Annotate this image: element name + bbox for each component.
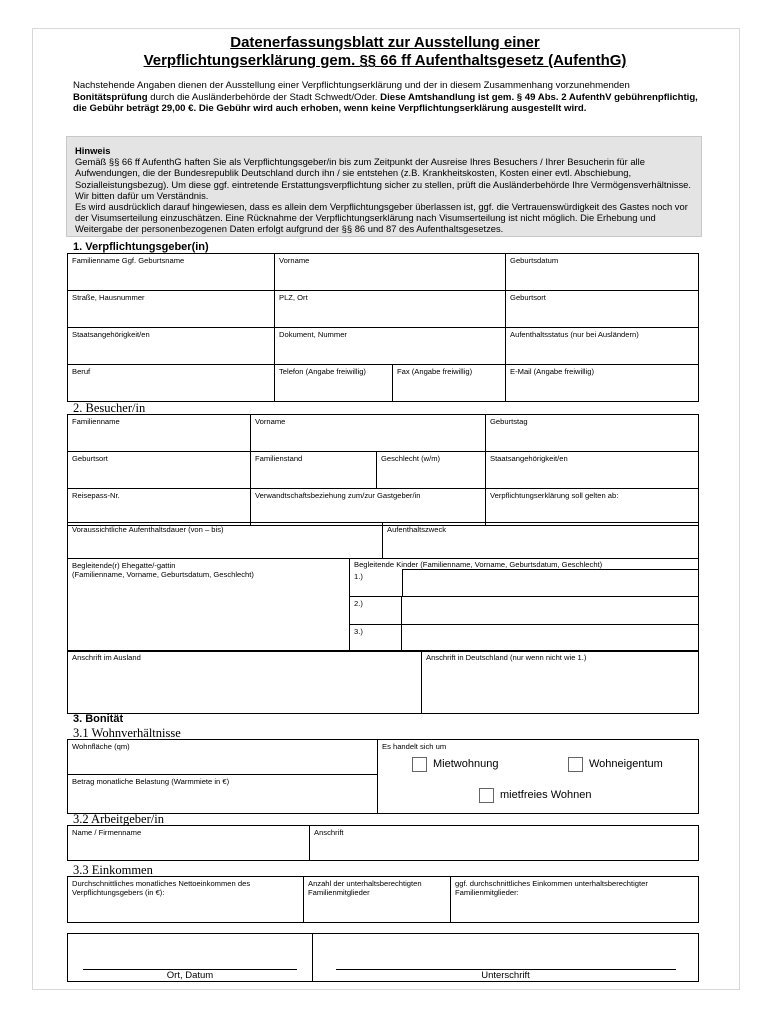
option-free-label: mietfreies Wohnen [500,789,592,801]
section-3-3-heading: 3.3 Einkommen [73,863,153,877]
intro-bold-1: Bonitätsprüfung [73,91,148,103]
field-visitor-marital[interactable]: Familienstand [251,452,377,489]
option-own[interactable] [568,757,663,772]
hint-paragraph-2: Es wird ausdrücklich darauf hingewiesen, dass es allein dem Verpflichtungsgeber überlassen ist, ggf. die Vertrauenswürdigkeit des Gastes noch vor der Visumserteilung einzuschätzen. Eine Rücknahme der Verpflichtungserklärung nach Visumserteilung ist nicht möglich. Die Erhebung und Weitergabe der personenbezogenen Daten erfolgt aufgrund der §§ 86 und 87 des Aufenthaltsgesetzes. [75,201,688,235]
child-3-label: 3.) [350,624,402,651]
hint-paragraph-1: Gemäß §§ 66 ff AufenthG haften Sie als Verpflichtungsgeber/in bis zum Zeitpunkt der Ausreise Ihres Besuchers / Ihrer Besucherin für alle Aufwendungen, die der Bundesrepublik Deutschland durch ihn / sie entstehen (z.B. Krankheitskosten, Kosten einer evtl. Abschiebung, Sozialleistungsbezug). Um diese ggf. eintretende Erstattungsverpflichtung sicher zu stellen, prüft die Ausländerbehörde Ihre Vermögensverhältnisse. Wir bitten dafür um Verständnis. [75,156,691,201]
field-monthly-rent[interactable]: Betrag monatliche Belastung (Warmmiete in €) [68,775,378,814]
spouse-sub-label: (Familienname, Vorname, Geburtsdatum, Geschlecht) [72,570,254,579]
section-2-table-b [67,522,699,559]
signature-table [67,933,699,982]
field-child-3[interactable] [402,624,699,651]
section-3-1-table [67,739,699,814]
field-sponsor-first-name[interactable]: Vorname [275,254,506,291]
field-stay-duration[interactable]: Voraussichtliche Aufenthaltsdauer (von – bis) [68,523,383,559]
housing-type-label: Es handelt sich um [382,742,447,751]
field-sponsor-email[interactable]: E-Mail (Angabe freiwillig) [506,365,699,402]
spouse-label: Begleitende(r) Ehegatte/-gattin [72,561,176,570]
section-3-3-table [67,876,699,923]
field-sponsor-fax[interactable]: Fax (Angabe freiwillig) [393,365,506,402]
field-sponsor-residence-status[interactable]: Aufenthaltsstatus (nur bei Ausländern) [506,328,699,365]
field-place-date[interactable] [68,934,313,982]
field-visitor-gender[interactable]: Geschlecht (w/m) [377,452,486,489]
field-visitor-first-name[interactable]: Vorname [251,415,486,452]
children-header-cell [350,559,699,597]
field-sponsor-document[interactable]: Dokument, Nummer [275,328,506,365]
field-child-1[interactable] [402,570,698,596]
section-1-table [67,253,699,402]
section-3-heading: 3. Bonität [73,713,124,725]
option-own-label: Wohneigentum [589,758,663,770]
field-visitor-passport[interactable]: Reisepass-Nr. [68,489,251,526]
hint-heading: Hinweis [75,145,111,156]
field-sponsor-phone[interactable]: Telefon (Angabe freiwillig) [275,365,393,402]
option-rent-label: Mietwohnung [433,758,499,770]
field-sponsor-street[interactable]: Straße, Hausnummer [68,291,275,328]
section-2-table [67,414,699,526]
section-3-2-heading: 3.2 Arbeitgeber/in [73,812,164,826]
intro-text-1: Nachstehende Angaben dienen der Ausstellung einer Verpflichtungserklärung und der in diesem Zusammenhang vorzunehmenden [73,80,630,91]
field-visitor-nationality[interactable]: Staatsangehörigkeit/en [486,452,699,489]
field-sponsor-birth-date[interactable]: Geburtsdatum [506,254,699,291]
section-3-1-heading: 3.1 Wohnverhältnisse [73,726,181,740]
field-sponsor-birth-place[interactable]: Geburtsort [506,291,699,328]
option-rent[interactable] [412,757,498,772]
field-child-2[interactable] [402,596,699,624]
section-1-heading: 1. Verpflichtungsgeber(in) [73,241,209,253]
field-visitor-relation[interactable]: Verwandtschaftsbeziehung zum/zur Gastgeber/in [251,489,486,526]
field-address-germany[interactable]: Anschrift in Deutschland (nur wenn nicht wie 1.) [422,651,699,714]
field-sponsor-nationality[interactable]: Staatsangehörigkeit/en [68,328,275,365]
intro-bold-2: Diese Amtshandlung ist gem. § 49 Abs. 2 AufenthV gebührenpflichtig, die Gebühr beträgt 29,00 €. Die Gebühr wird auch erhoben, wenn keine Verpflichtungserklärung ausgestellt wird. [73,91,698,114]
housing-type-cell [378,740,699,814]
field-visitor-birth-place[interactable]: Geburtsort [68,452,251,489]
field-address-abroad[interactable]: Anschrift im Ausland [68,651,422,714]
checkbox-rent[interactable] [412,757,427,772]
field-net-income[interactable]: Durchschnittliches monatliches Nettoeinkommen des Verpflichtungsgebers (in €): [68,877,304,923]
field-employer-name[interactable]: Name / Firmenname [68,826,310,861]
checkbox-own[interactable] [568,757,583,772]
signature-label: Unterschrift [481,970,530,981]
section-2-addresses [67,650,699,714]
field-valid-from[interactable]: Verpflichtungserklärung soll gelten ab: [486,489,699,526]
child-2-label: 2.) [350,596,402,624]
hint-box [66,136,702,237]
field-dependents[interactable]: Anzahl der unterhaltsberechtigten Familienmitglieder [304,877,451,923]
field-sponsor-family-name[interactable]: Familienname Ggf. Geburtsname [68,254,275,291]
field-sponsor-job[interactable]: Beruf [68,365,275,402]
field-sponsor-zip-city[interactable]: PLZ, Ort [275,291,506,328]
intro-text-2: durch die Ausländerbehörde der Stadt Schwedt/Oder. [147,91,381,103]
checkbox-free[interactable] [479,788,494,803]
intro-paragraph [73,80,703,115]
field-dependents-income[interactable]: ggf. durchschnittliches Einkommen unterhaltsberechtigter Familienmitglieder: [451,877,699,923]
place-date-label: Ort, Datum [166,970,214,981]
option-free[interactable] [479,788,592,803]
field-visitor-birthday[interactable]: Geburtstag [486,415,699,452]
field-employer-address[interactable]: Anschrift [310,826,699,861]
child-1-label: 1.) [350,570,402,596]
field-living-space[interactable]: Wohnfläche (qm) [68,740,378,775]
field-stay-purpose[interactable]: Aufenthaltszweck [383,523,699,559]
title-line-2: Verpflichtungserklärung gem. §§ 66 ff Aufenthaltsgesetz (AufenthG) [143,52,627,69]
title-line-1: Datenerfassungsblatt zur Ausstellung einer [230,34,540,51]
field-visitor-family-name[interactable]: Familienname [68,415,251,452]
field-spouse[interactable] [68,559,350,652]
section-2-companions [67,558,699,652]
children-label: Begleitende Kinder (Familienname, Vorname, Geburtsdatum, Geschlecht) [354,560,603,569]
section-3-2-table [67,825,699,861]
section-2-heading: 2. Besucher/in [73,401,146,415]
field-signature[interactable] [313,934,699,982]
